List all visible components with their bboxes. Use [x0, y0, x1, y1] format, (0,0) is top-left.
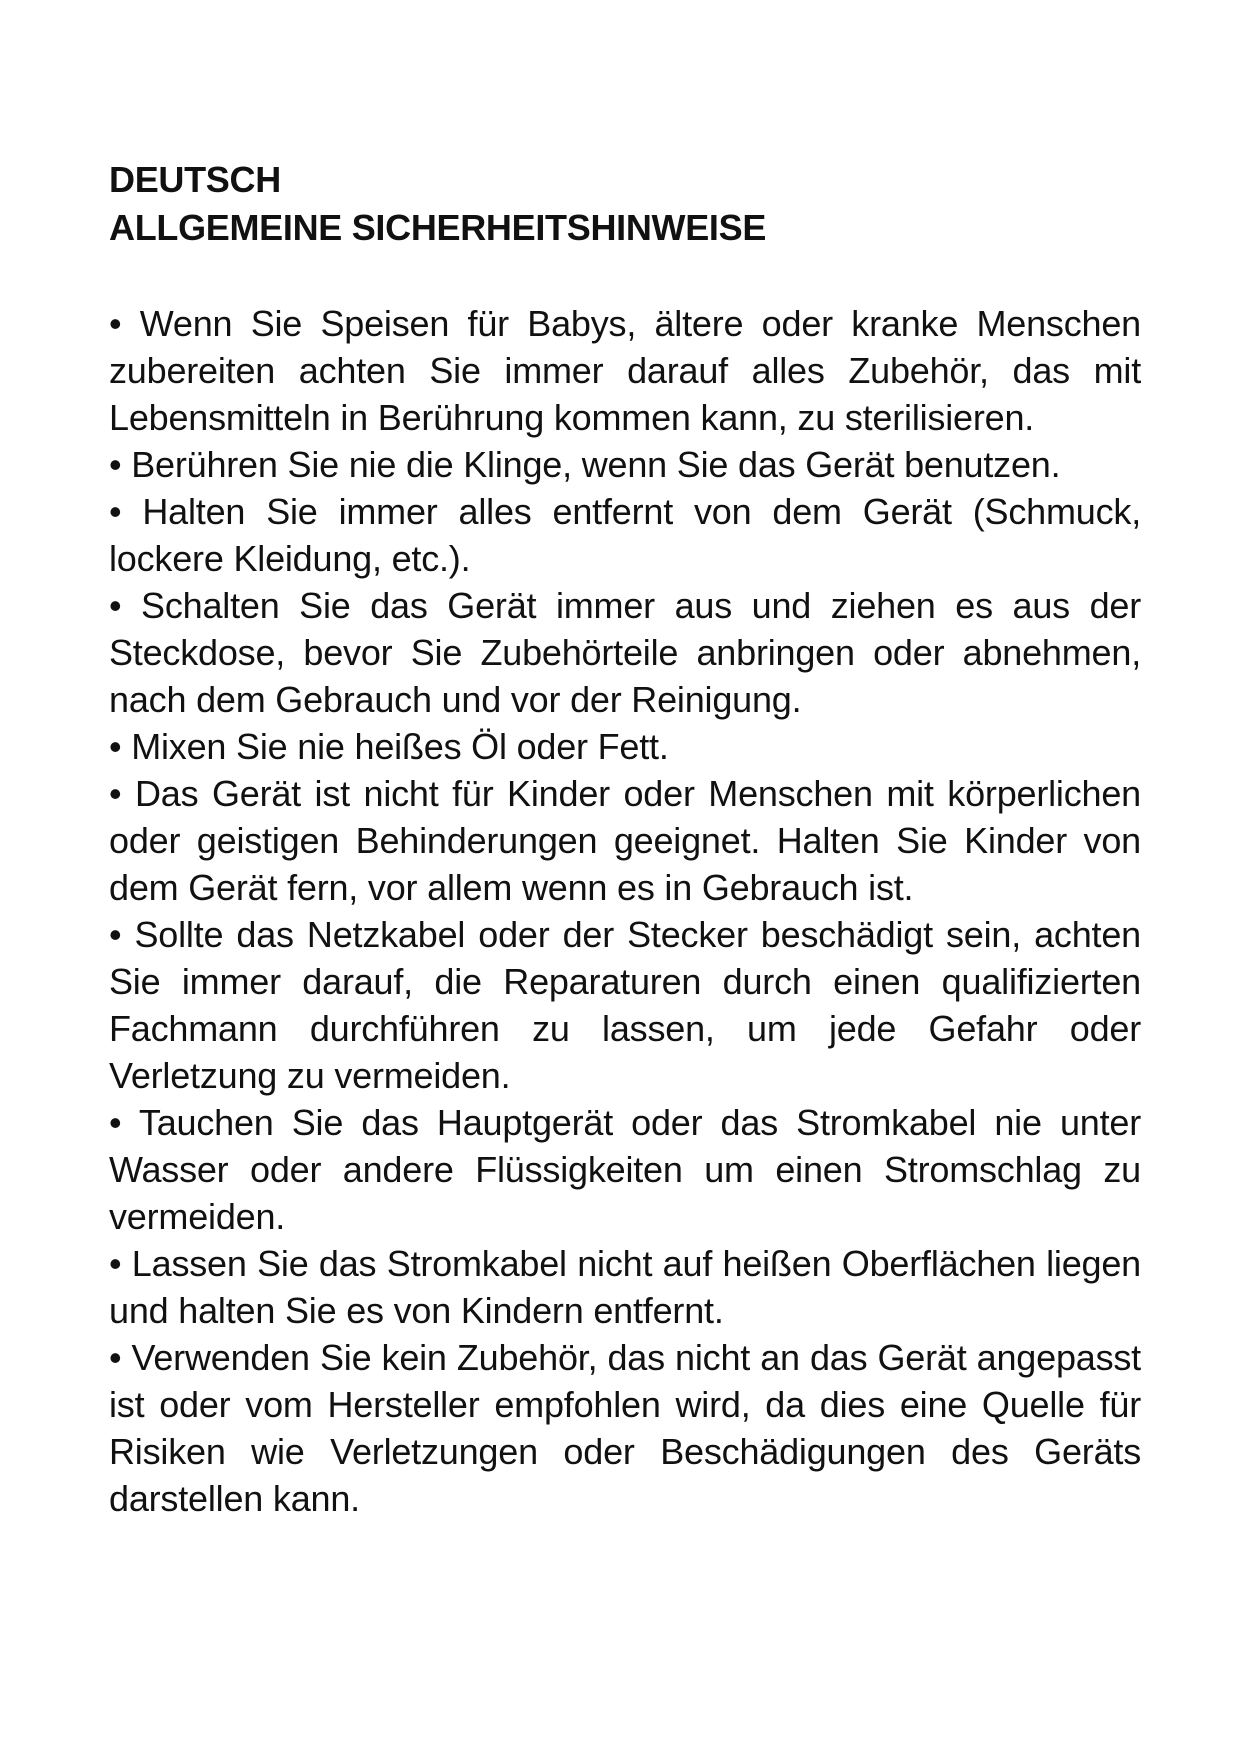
safety-instruction-item: • Verwenden Sie kein Zubehör, das nicht an das Gerät angepasst ist oder vom Hersteller empfohlen wird, da dies eine Quelle für Risiken wie Verletzungen oder Beschädigungen des Geräts darstellen kann.: [109, 1337, 1141, 1519]
safety-instruction-item: • Berühren Sie nie die Klinge, wenn Sie das Gerät benutzen.: [109, 444, 1061, 485]
language-heading: DEUTSCH: [109, 159, 281, 200]
safety-instructions-list: [109, 300, 1141, 1522]
safety-instruction-item: • Wenn Sie Speisen für Babys, ältere oder kranke Menschen zubereiten achten Sie immer darauf alles Zubehör, das mit Lebensmitteln in Berührung kommen kann, zu sterilisieren.: [109, 303, 1141, 438]
safety-instruction-item: • Sollte das Netzkabel oder der Stecker beschädigt sein, achten Sie immer darauf, die Reparaturen durch einen qualifizierten Fachmann durchführen zu lassen, um jede Gefahr oder Verletzung zu vermeiden.: [109, 914, 1141, 1096]
heading-spacer: [109, 252, 1141, 300]
safety-instruction-item: • Schalten Sie das Gerät immer aus und ziehen es aus der Steckdose, bevor Sie Zubehörteile anbringen oder abnehmen, nach dem Gebrauch und vor der Reinigung.: [109, 585, 1141, 720]
safety-instruction-item: • Lassen Sie das Stromkabel nicht auf heißen Oberflächen liegen und halten Sie es von Kindern entfernt.: [109, 1243, 1141, 1331]
section-heading: ALLGEMEINE SICHERHEITSHINWEISE: [109, 207, 767, 248]
safety-instruction-item: • Das Gerät ist nicht für Kinder oder Menschen mit körperlichen oder geistigen Behinderungen geeignet. Halten Sie Kinder von dem Gerät fern, vor allem wenn es in Gebrauch ist.: [109, 773, 1141, 908]
safety-instruction-item: • Halten Sie immer alles entfernt von dem Gerät (Schmuck, lockere Kleidung, etc.).: [109, 491, 1141, 579]
safety-instruction-item: • Mixen Sie nie heißes Öl oder Fett.: [109, 726, 669, 767]
safety-instruction-item: • Tauchen Sie das Hauptgerät oder das Stromkabel nie unter Wasser oder andere Flüssigkeiten um einen Stromschlag zu vermeiden.: [109, 1102, 1141, 1237]
document-page: [109, 156, 1141, 1522]
